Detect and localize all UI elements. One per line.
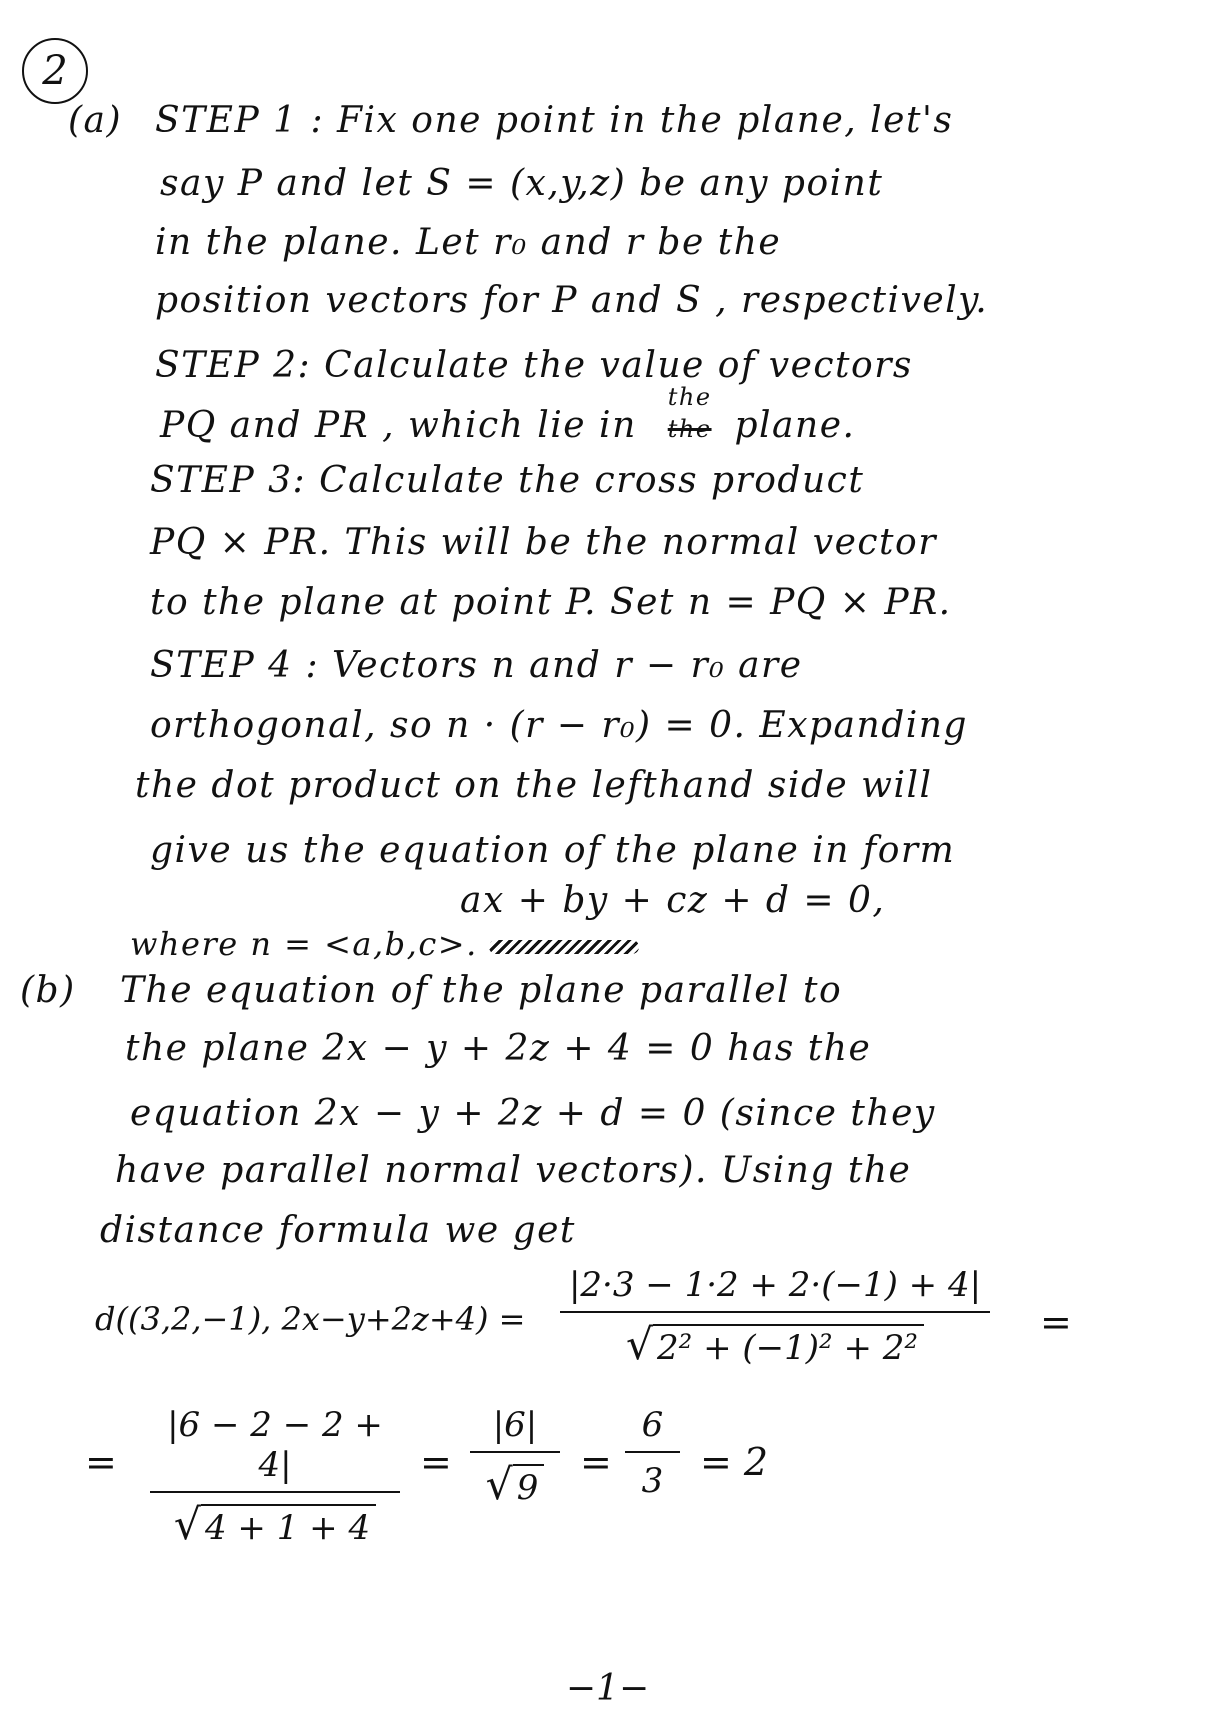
step2-line1: STEP 2: Calculate the value of vectors [155, 345, 913, 386]
fraction-1-numerator: |2·3 − 1·2 + 2·(−1) + 4| [568, 1265, 982, 1305]
partb-line4: have parallel normal vectors). Using the [115, 1150, 912, 1191]
fraction-1 [560, 1265, 990, 1370]
equals-3: = [420, 1440, 452, 1484]
step1-line4: position vectors for P and S , respectively. [155, 280, 989, 321]
step1-line3: in the plane. Let r₀ and r be the [155, 222, 782, 263]
partb-line1: The equation of the plane parallel to [120, 970, 843, 1011]
equals-2: = [85, 1440, 117, 1484]
partb-line2: the plane 2x − y + 2z + 4 = 0 has the [125, 1028, 872, 1069]
fraction-2 [150, 1405, 400, 1550]
final-result: = 2 [700, 1440, 769, 1484]
step3-line2: PQ × PR. This will be the normal vector [150, 522, 937, 563]
step4-line2: orthogonal, so n · (r − r₀) = 0. Expanding [150, 705, 968, 746]
where-text: where n = <a,b,c>. [130, 925, 478, 963]
step2-line2-text: PQ and PR , which lie in [160, 405, 637, 446]
sqrt-icon: √ [173, 1501, 201, 1550]
step4-line3: the dot product on the lefthand side will [135, 765, 933, 806]
fraction-3-numerator: |6| [492, 1405, 538, 1445]
where-line [130, 925, 639, 963]
plane-equation: ax + by + cz + d = 0, [460, 880, 886, 921]
fraction-4-numerator: 6 [641, 1405, 664, 1445]
part-b-label: (b) [20, 970, 76, 1011]
fraction-3-denominator: √ 9 [470, 1453, 560, 1510]
page-number: −1− [565, 1668, 650, 1709]
step4-line4: give us the equation of the plane in form [150, 830, 956, 871]
problem-number: 2 [22, 38, 88, 104]
fraction-4-denominator: 3 [641, 1461, 664, 1501]
sqrt-icon: √ [625, 1321, 654, 1370]
struck-word: the [667, 415, 712, 443]
step1-line2: say P and let S = (x,y,z) be any point [160, 163, 884, 204]
fraction-1-denominator: √ 2² + (−1)² + 2² [560, 1313, 990, 1370]
equals-4: = [580, 1440, 612, 1484]
plane-word: plane. [734, 405, 856, 446]
step2-line2 [160, 383, 856, 446]
inserted-word: the [667, 383, 712, 411]
distance-lhs: d((3,2,−1), 2x−y+2z+4) = [95, 1300, 526, 1338]
sqrt-icon: √ [485, 1461, 513, 1510]
step4-line1: STEP 4 : Vectors n and r − r₀ are [150, 645, 803, 686]
step3-line1: STEP 3: Calculate the cross product [150, 460, 865, 501]
fraction-4 [625, 1405, 680, 1501]
step1-line1: STEP 1 : Fix one point in the plane, let's [155, 100, 954, 141]
equals-1: = [1040, 1300, 1072, 1344]
partb-line5: distance formula we get [100, 1210, 576, 1251]
step3-line3: to the plane at point P. Set n = PQ × PR. [150, 582, 952, 623]
scribble-mark [489, 940, 639, 954]
fraction-2-denominator: √ 4 + 1 + 4 [150, 1493, 400, 1550]
fraction-3 [470, 1405, 560, 1510]
fraction-2-numerator: |6 − 2 − 2 + 4| [167, 1405, 383, 1485]
part-a-label: (a) [68, 100, 123, 141]
partb-line3: equation 2x − y + 2z + d = 0 (since they [130, 1093, 936, 1134]
